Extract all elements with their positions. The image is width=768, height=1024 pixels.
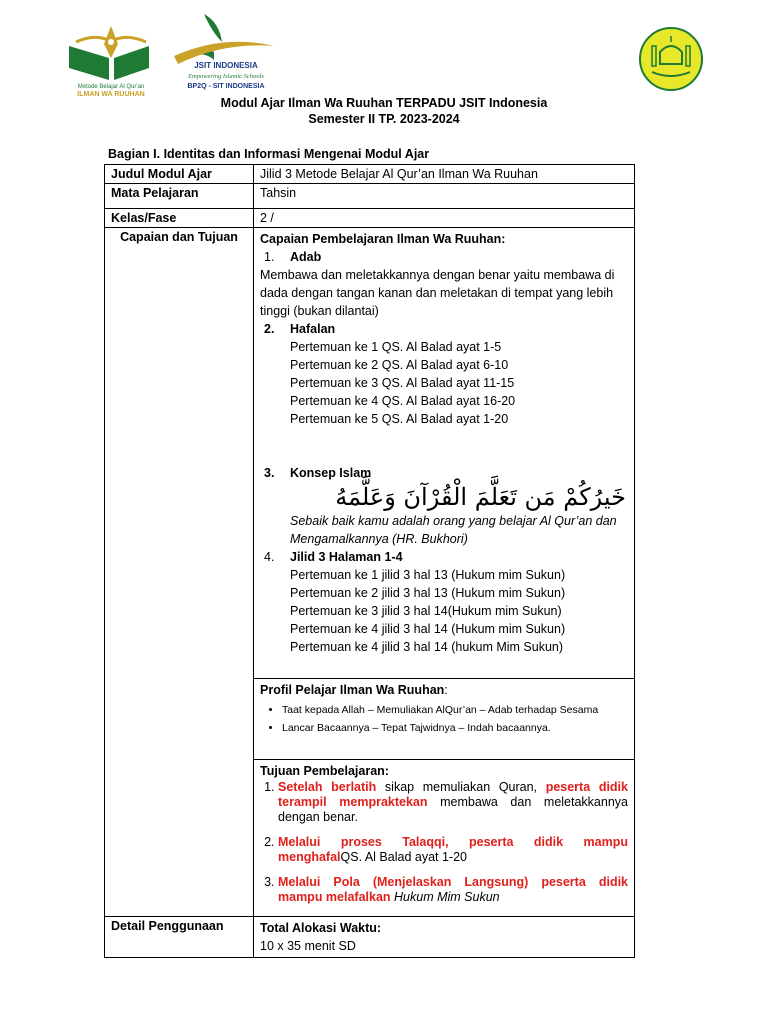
mapel-label: Mata Pelajaran	[105, 184, 254, 209]
capaian-label: Capaian dan Tujuan	[105, 228, 254, 917]
hadith-translation: Sebaik baik kamu adalah orang yang belajar Al Qur’an dan Mengamalkannya (HR. Bukhori)	[290, 514, 617, 546]
profil-title: Profil Pelajar Ilman Wa Ruuhan:	[260, 683, 448, 697]
section-heading: Bagian I. Identitas dan Informasi Mengenai Modul Ajar	[108, 147, 430, 161]
list-item: Pertemuan ke 1 QS. Al Balad ayat 1-5	[290, 340, 502, 354]
ilman-wa-ruuhan-logo	[64, 18, 159, 98]
detail-label: Detail Penggunaan	[105, 917, 254, 958]
hadith-arabic: خَيرُكُمْ مَن تَعَلَّمَ الْقُرْآنَ وَعَلَّمَهُ	[335, 483, 626, 511]
title-line-1: Modul Ajar Ilman Wa Ruuhan TERPADU JSIT Indonesia	[220, 96, 548, 110]
title-line-2: Semester II TP. 2023-2024	[308, 112, 460, 126]
hafalan-list	[260, 338, 628, 428]
jilid-list	[260, 566, 628, 656]
list-item: Pertemuan ke 4 jilid 3 hal 14 (hukum Mim Sukun)	[290, 640, 564, 654]
svg-text:BP2Q - SIT INDONESIA: BP2Q - SIT INDONESIA	[187, 83, 265, 90]
table-row	[105, 165, 635, 184]
tujuan-list	[260, 780, 628, 905]
jilid-heading: 4. Jilid 3 Halaman 1-4	[264, 550, 403, 564]
profil-list	[260, 701, 628, 737]
svg-text:JSIT INDONESIA: JSIT INDONESIA	[194, 61, 258, 70]
list-item: Pertemuan ke 4 jilid 3 hal 14 (Hukum mim Sukun)	[290, 622, 566, 636]
list-item: 1. Setelah berlatih sikap memuliakan Quran, peserta didik terampil mempraktekan membawa dan meletakkannya dengan benar.	[278, 780, 628, 825]
adab-text: Membawa dan meletakkannya dengan benar yaitu membawa di dada dengan tangan kanan dan meletakan di tempat yang lebih tinggi (bukan dilantai)	[260, 268, 615, 318]
svg-text:Empowering Islamic Schools: Empowering Islamic Schools	[188, 73, 264, 80]
list-item: Pertemuan ke 1 jilid 3 hal 13 (Hukum mim Sukun)	[290, 568, 566, 582]
kelas-value: 2 /	[254, 209, 635, 228]
document-title	[0, 95, 768, 127]
list-item: • Taat kepada Allah – Memuliakan AlQur’an – Adab terhadap Sesama	[282, 701, 628, 719]
list-item: • Lancar Bacaannya – Tepat Tajwidnya – Indah bacaannya.	[282, 719, 628, 737]
judul-value: Jilid 3 Metode Belajar Al Qur’an Ilman Wa Ruuhan	[254, 165, 635, 184]
list-item: Pertemuan ke 3 QS. Al Balad ayat 11-15	[290, 376, 515, 390]
list-item: Pertemuan ke 5 QS. Al Balad ayat 1-20	[290, 412, 509, 426]
table-row	[105, 917, 635, 958]
module-identity-table	[104, 164, 635, 958]
kelas-label: Kelas/Fase	[105, 209, 254, 228]
svg-text:ILMAN WA RUUHAN: ILMAN WA RUUHAN	[77, 91, 145, 98]
table-row	[105, 228, 635, 679]
profil-cell	[254, 679, 635, 760]
list-item: Pertemuan ke 3 jilid 3 hal 14(Hukum mim Sukun)	[290, 604, 562, 618]
alokasi-value: 10 x 35 menit SD	[260, 939, 356, 953]
list-item: 3. Melalui Pola (Menjelaskan Langsung) peserta didik mampu melafalkan Hukum Mim Sukun	[278, 875, 628, 905]
list-item: 2. Melalui proses Talaqqi, peserta didik mampu menghafalQS. Al Balad ayat 1-20	[278, 835, 628, 865]
list-item: Pertemuan ke 2 QS. Al Balad ayat 6-10	[290, 358, 509, 372]
konsep-heading: 3. Konsep Islam	[264, 466, 372, 480]
header-logos	[64, 12, 704, 102]
svg-text:Metode Belajar Al Qur'an: Metode Belajar Al Qur'an	[77, 84, 145, 90]
alokasi-title: Total Alokasi Waktu:	[260, 921, 382, 935]
judul-label: Judul Modul Ajar	[105, 165, 254, 184]
tujuan-cell	[254, 760, 635, 917]
adab-heading: 1. Adab	[264, 250, 322, 264]
hafalan-heading: 2. Hafalan	[264, 322, 336, 336]
list-item: Pertemuan ke 4 QS. Al Balad ayat 16-20	[290, 394, 516, 408]
detail-cell	[254, 917, 635, 958]
list-item: Pertemuan ke 2 jilid 3 hal 13 (Hukum mim Sukun)	[290, 586, 566, 600]
tujuan-title: Tujuan Pembelajaran:	[260, 764, 389, 778]
mosque-emblem-logo	[638, 26, 704, 92]
capaian-cell	[254, 228, 635, 679]
mapel-value: Tahsin	[254, 184, 635, 209]
jsit-indonesia-logo	[164, 12, 289, 97]
table-row	[105, 184, 635, 209]
table-row	[105, 209, 635, 228]
capaian-title: Capaian Pembelajaran Ilman Wa Ruuhan:	[260, 232, 506, 246]
